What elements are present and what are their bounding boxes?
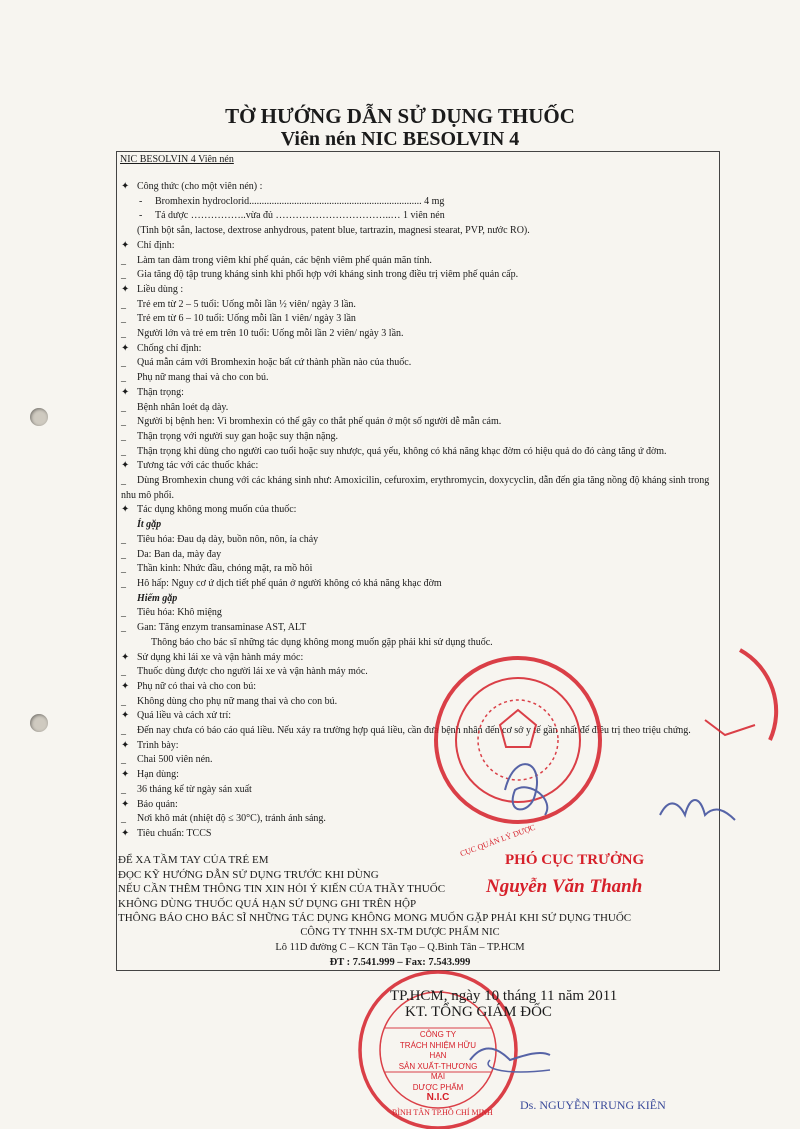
list-item xyxy=(121,430,721,445)
warning-line: NẾU CẦN THÊM THÔNG TIN XIN HỎI Ý KIẾN CỦA THẦY THUỐC xyxy=(118,883,446,896)
item-text: Gan: Tăng enzym transaminase AST, ALT xyxy=(137,622,307,634)
stamp-line: N.I.C xyxy=(426,1092,450,1103)
list-item xyxy=(121,577,721,592)
item-text: Hô hấp: Nguy cơ ứ dịch tiết phế quản ở người không có khả năng khạc đờm xyxy=(137,577,442,589)
item-text: Làm tan đàm trong viêm khí phế quản, các bệnh viêm phế quản mãn tính. xyxy=(137,254,432,266)
section-heading xyxy=(121,386,721,401)
bullet-icon: - xyxy=(139,195,143,207)
bullet-icon: ✦ xyxy=(121,739,130,751)
item-text: Tương tác với các thuốc khác: xyxy=(137,460,259,472)
section-heading xyxy=(121,768,721,783)
bullet-icon: _ xyxy=(121,401,126,413)
item-text: Trẻ em từ 6 – 10 tuổi: Uống mỗi lần 1 viên/ ngày 3 lần xyxy=(137,313,356,325)
section-heading xyxy=(121,739,721,754)
section-heading xyxy=(121,459,721,474)
bullet-icon: _ xyxy=(121,254,126,266)
bullet-icon: _ xyxy=(121,372,126,384)
section-heading xyxy=(121,827,721,842)
item-text: Trình bày: xyxy=(137,739,179,751)
list-item xyxy=(121,753,721,768)
lower-stamp-ring-text: BÌNH TÂN TP.HỒ CHÍ MINH xyxy=(392,1108,493,1117)
bullet-icon: ✦ xyxy=(121,283,130,295)
stamp-line: SẢN XUẤT-THƯƠNG MẠI xyxy=(398,1061,478,1081)
bullet-icon: ✦ xyxy=(121,651,130,663)
warning-line: ĐỂ XA TẦM TAY CỦA TRẺ EM xyxy=(118,854,269,866)
company-phone: ĐT : 7.541.999 – Fax: 7.543.999 xyxy=(329,957,471,968)
bullet-icon: _ xyxy=(121,328,126,340)
item-text: Đến nay chưa có báo cáo quá liều. Nếu xảy ra trường hợp quá liều, cần đưa bệnh nhân đến cơ sở y tế gần nhất để điều trị theo triệu chứng. xyxy=(137,725,691,737)
list-item xyxy=(121,415,721,430)
item-text: Hạn dùng: xyxy=(137,769,179,781)
punch-hole-bottom xyxy=(30,714,48,732)
signer-name: Ds. NGUYỄN TRUNG KIÊN xyxy=(520,1098,666,1112)
warning-line: THÔNG BÁO CHO BÁC SĨ NHỮNG TÁC DỤNG KHÔNG MONG MUỐN GẶP PHẢI KHI SỬ DỤNG THUỐC xyxy=(118,912,632,925)
bullet-icon: _ xyxy=(121,533,126,545)
bullet-icon: _ xyxy=(121,548,126,560)
page-title: TỜ HƯỚNG DẪN SỬ DỤNG THUỐC xyxy=(225,104,575,128)
bullet-icon: ✦ xyxy=(121,504,130,516)
item-text: Thông báo cho bác sĩ những tác dụng không mong muốn gặp phải khi sử dụng thuốc. xyxy=(151,636,493,648)
section-heading xyxy=(121,342,721,357)
list-item xyxy=(121,695,721,710)
stamp-line: DƯỢC PHẨM xyxy=(412,1082,464,1092)
item-text: Da: Ban da, mày đay xyxy=(137,548,222,560)
item-text: (Tinh bột sắn, lactose, dextrose anhydrous, patent blue, tartrazin, magnesi stearat, PVP, nước RO). xyxy=(137,225,530,237)
bullet-icon: ✦ xyxy=(121,460,130,472)
list-item xyxy=(121,518,721,533)
list-item xyxy=(121,636,721,651)
list-item xyxy=(121,195,721,210)
item-text: Nơi khô mát (nhiệt độ ≤ 30°C), tránh ánh sáng. xyxy=(137,813,326,825)
bullet-icon: _ xyxy=(121,475,126,487)
item-text: Công thức (cho một viên nén) : xyxy=(137,181,263,192)
item-text: Trẻ em từ 2 – 5 tuổi: Uống mỗi lần ½ viên/ ngày 3 lần. xyxy=(137,298,356,310)
section-heading xyxy=(121,180,721,195)
bullet-icon: _ xyxy=(121,577,126,589)
item-text: Bệnh nhân loét dạ dày. xyxy=(137,401,229,413)
list-item xyxy=(121,401,721,416)
item-text: Tác dụng không mong muốn của thuốc: xyxy=(137,504,297,516)
bullet-icon: ✦ xyxy=(121,239,130,251)
section-heading xyxy=(121,239,721,254)
bullet-icon: _ xyxy=(121,783,126,795)
list-item xyxy=(121,474,721,503)
list-item xyxy=(121,298,721,313)
list-item xyxy=(121,445,721,460)
bullet-icon: ✦ xyxy=(121,680,130,692)
item-text: Tiêu hóa: Khô miệng xyxy=(137,607,222,619)
bullet-icon: ✦ xyxy=(121,710,130,722)
list-item xyxy=(121,548,721,563)
bullet-icon: _ xyxy=(121,430,126,442)
item-text: Người bị bệnh hen: Vì bromhexin có thể gây co thắt phế quản ở một số người dễ mẫn cảm. xyxy=(137,416,502,428)
section-heading xyxy=(121,651,721,666)
bullet-icon: ✦ xyxy=(121,386,130,398)
stamp-line: CÔNG TY xyxy=(419,1030,457,1039)
bullet-icon: _ xyxy=(121,445,126,457)
list-item xyxy=(121,621,721,636)
item-text: Không dùng cho phụ nữ mang thai và cho con bú. xyxy=(137,695,338,707)
company-name: CÔNG TY TNHH SX-TM DƯỢC PHẨM NIC xyxy=(300,927,500,938)
bullet-icon: - xyxy=(139,210,143,222)
item-text: Quá mẫn cảm với Bromhexin hoặc bất cứ thành phần nào của thuốc. xyxy=(137,357,412,369)
section-heading xyxy=(121,680,721,695)
item-text: Thận trọng: xyxy=(137,386,184,398)
item-text: Dùng Bromhexin chung với các kháng sinh như: Amoxicilin, cefuroxim, erythromycin, doxycyclin, dẫn đến gia tăng nồng độ kháng sinh trong nhu mô phổi. xyxy=(121,475,710,501)
company-address: Lô 11D đường C – KCN Tân Tạo – Q.Bình Tân – TP.HCM xyxy=(275,942,525,953)
bullet-icon: _ xyxy=(121,695,126,707)
bullet-icon: ✦ xyxy=(121,769,130,781)
item-text: Sử dụng khi lái xe và vận hành máy móc: xyxy=(137,651,304,663)
item-text: Thần kinh: Nhức đầu, chóng mặt, ra mồ hôi xyxy=(137,563,313,575)
item-text: 36 tháng kể từ ngày sản xuất xyxy=(137,783,252,795)
vice-director-title: PHÓ CỤC TRƯỞNG xyxy=(505,852,645,868)
item-text: Thận trọng với người suy gan hoặc suy thận nặng. xyxy=(137,430,338,442)
item-text: Hiếm gặp xyxy=(137,592,178,604)
item-text: Bromhexin hydroclorid..................................................................... 4 mg xyxy=(155,195,445,207)
item-text: Ít gặp xyxy=(137,519,162,531)
bullet-icon: _ xyxy=(121,607,126,619)
stamp-line: TRÁCH NHIỆM HỮU HẠN xyxy=(399,1040,477,1060)
list-item xyxy=(121,371,721,386)
bullet-icon: _ xyxy=(121,725,126,737)
bullet-icon: ✦ xyxy=(121,181,130,192)
bullet-icon: _ xyxy=(121,357,126,369)
product-header: NIC BESOLVIN 4 Viên nén xyxy=(120,154,234,165)
list-item xyxy=(121,209,721,224)
bullet-icon: _ xyxy=(121,298,126,310)
item-text: Tiêu hóa: Đau dạ dày, buồn nôn, nôn, ỉa chảy xyxy=(137,533,319,545)
item-text: Thuốc dùng được cho người lái xe và vận hành máy móc. xyxy=(137,666,368,678)
warning-line: KHÔNG DÙNG THUỐC QUÁ HẠN SỬ DỤNG GHI TRÊN HỘP xyxy=(118,897,417,910)
warning-line: ĐỌC KỸ HƯỚNG DẪN SỬ DỤNG TRƯỚC KHI DÙNG xyxy=(118,868,379,881)
section-heading xyxy=(121,709,721,724)
bullet-icon: ✦ xyxy=(121,827,130,839)
bullet-icon: ✦ xyxy=(121,798,130,810)
section-heading xyxy=(121,798,721,813)
item-text: Phụ nữ có thai và cho con bú: xyxy=(137,680,257,692)
list-item xyxy=(121,312,721,327)
list-item xyxy=(121,592,721,607)
list-item xyxy=(121,606,721,621)
list-item xyxy=(121,783,721,798)
punch-hole-top xyxy=(30,408,48,426)
upper-stamp-ring-text: CỤC QUẢN LÝ DƯỢC xyxy=(458,822,537,859)
bullet-icon: _ xyxy=(121,666,126,678)
list-item xyxy=(121,812,721,827)
item-text: Chống chỉ định: xyxy=(137,342,202,354)
bullet-icon: _ xyxy=(121,754,126,766)
bullet-icon: _ xyxy=(121,416,126,428)
item-text: Phụ nữ mang thai và cho con bú. xyxy=(137,372,269,384)
bullet-icon: _ xyxy=(121,622,126,634)
bullet-icon: _ xyxy=(121,563,126,575)
item-text: Thận trọng khi dùng cho người cao tuổi hoặc suy nhược, quá yếu, không có khả năng khạc đờm có hiệu quả do đó càng tăng ứ đờm. xyxy=(137,445,667,457)
item-text: Bảo quản: xyxy=(137,798,178,810)
section-heading xyxy=(121,503,721,518)
list-item xyxy=(121,562,721,577)
item-text: Liều dùng : xyxy=(137,283,184,295)
item-text: Người lớn và trẻ em trên 10 tuổi: Uống mỗi lần 2 viên/ ngày 3 lần. xyxy=(137,328,404,340)
page-subtitle: Viên nén NIC BESOLVIN 4 xyxy=(280,128,520,150)
list-item xyxy=(121,254,721,269)
section-heading xyxy=(121,283,721,298)
list-item xyxy=(121,356,721,371)
signer-position: KT. TỔNG GIÁM ĐỐC xyxy=(405,1004,552,1020)
item-text: Gia tăng độ tập trung kháng sinh khi phối hợp với kháng sinh trong điều trị viêm phế quản cấp. xyxy=(137,269,519,281)
place-date: TP.HCM, ngày 10 tháng 11 năm 2011 xyxy=(390,988,618,1004)
instruction-list xyxy=(121,180,721,842)
item-text: Quá liều và cách xử trí: xyxy=(137,710,231,722)
list-item xyxy=(121,268,721,283)
list-item xyxy=(121,224,721,239)
list-item xyxy=(121,724,721,739)
bullet-icon: ✦ xyxy=(121,342,130,354)
item-text: Tiêu chuẩn: TCCS xyxy=(137,827,212,839)
vice-director-name: Nguyễn Văn Thanh xyxy=(486,876,643,897)
list-item xyxy=(121,533,721,548)
list-item xyxy=(121,665,721,680)
item-text: Chai 500 viên nén. xyxy=(137,754,213,766)
item-text: Tá dược ……………..vừa đủ ……………………………..… 1 viên nén xyxy=(155,210,445,222)
lower-stamp-text xyxy=(395,1030,481,1104)
list-item xyxy=(121,327,721,342)
bullet-icon: _ xyxy=(121,269,126,281)
bullet-icon: _ xyxy=(121,813,126,825)
item-text: Chỉ định: xyxy=(137,239,175,251)
bullet-icon: _ xyxy=(121,313,126,325)
